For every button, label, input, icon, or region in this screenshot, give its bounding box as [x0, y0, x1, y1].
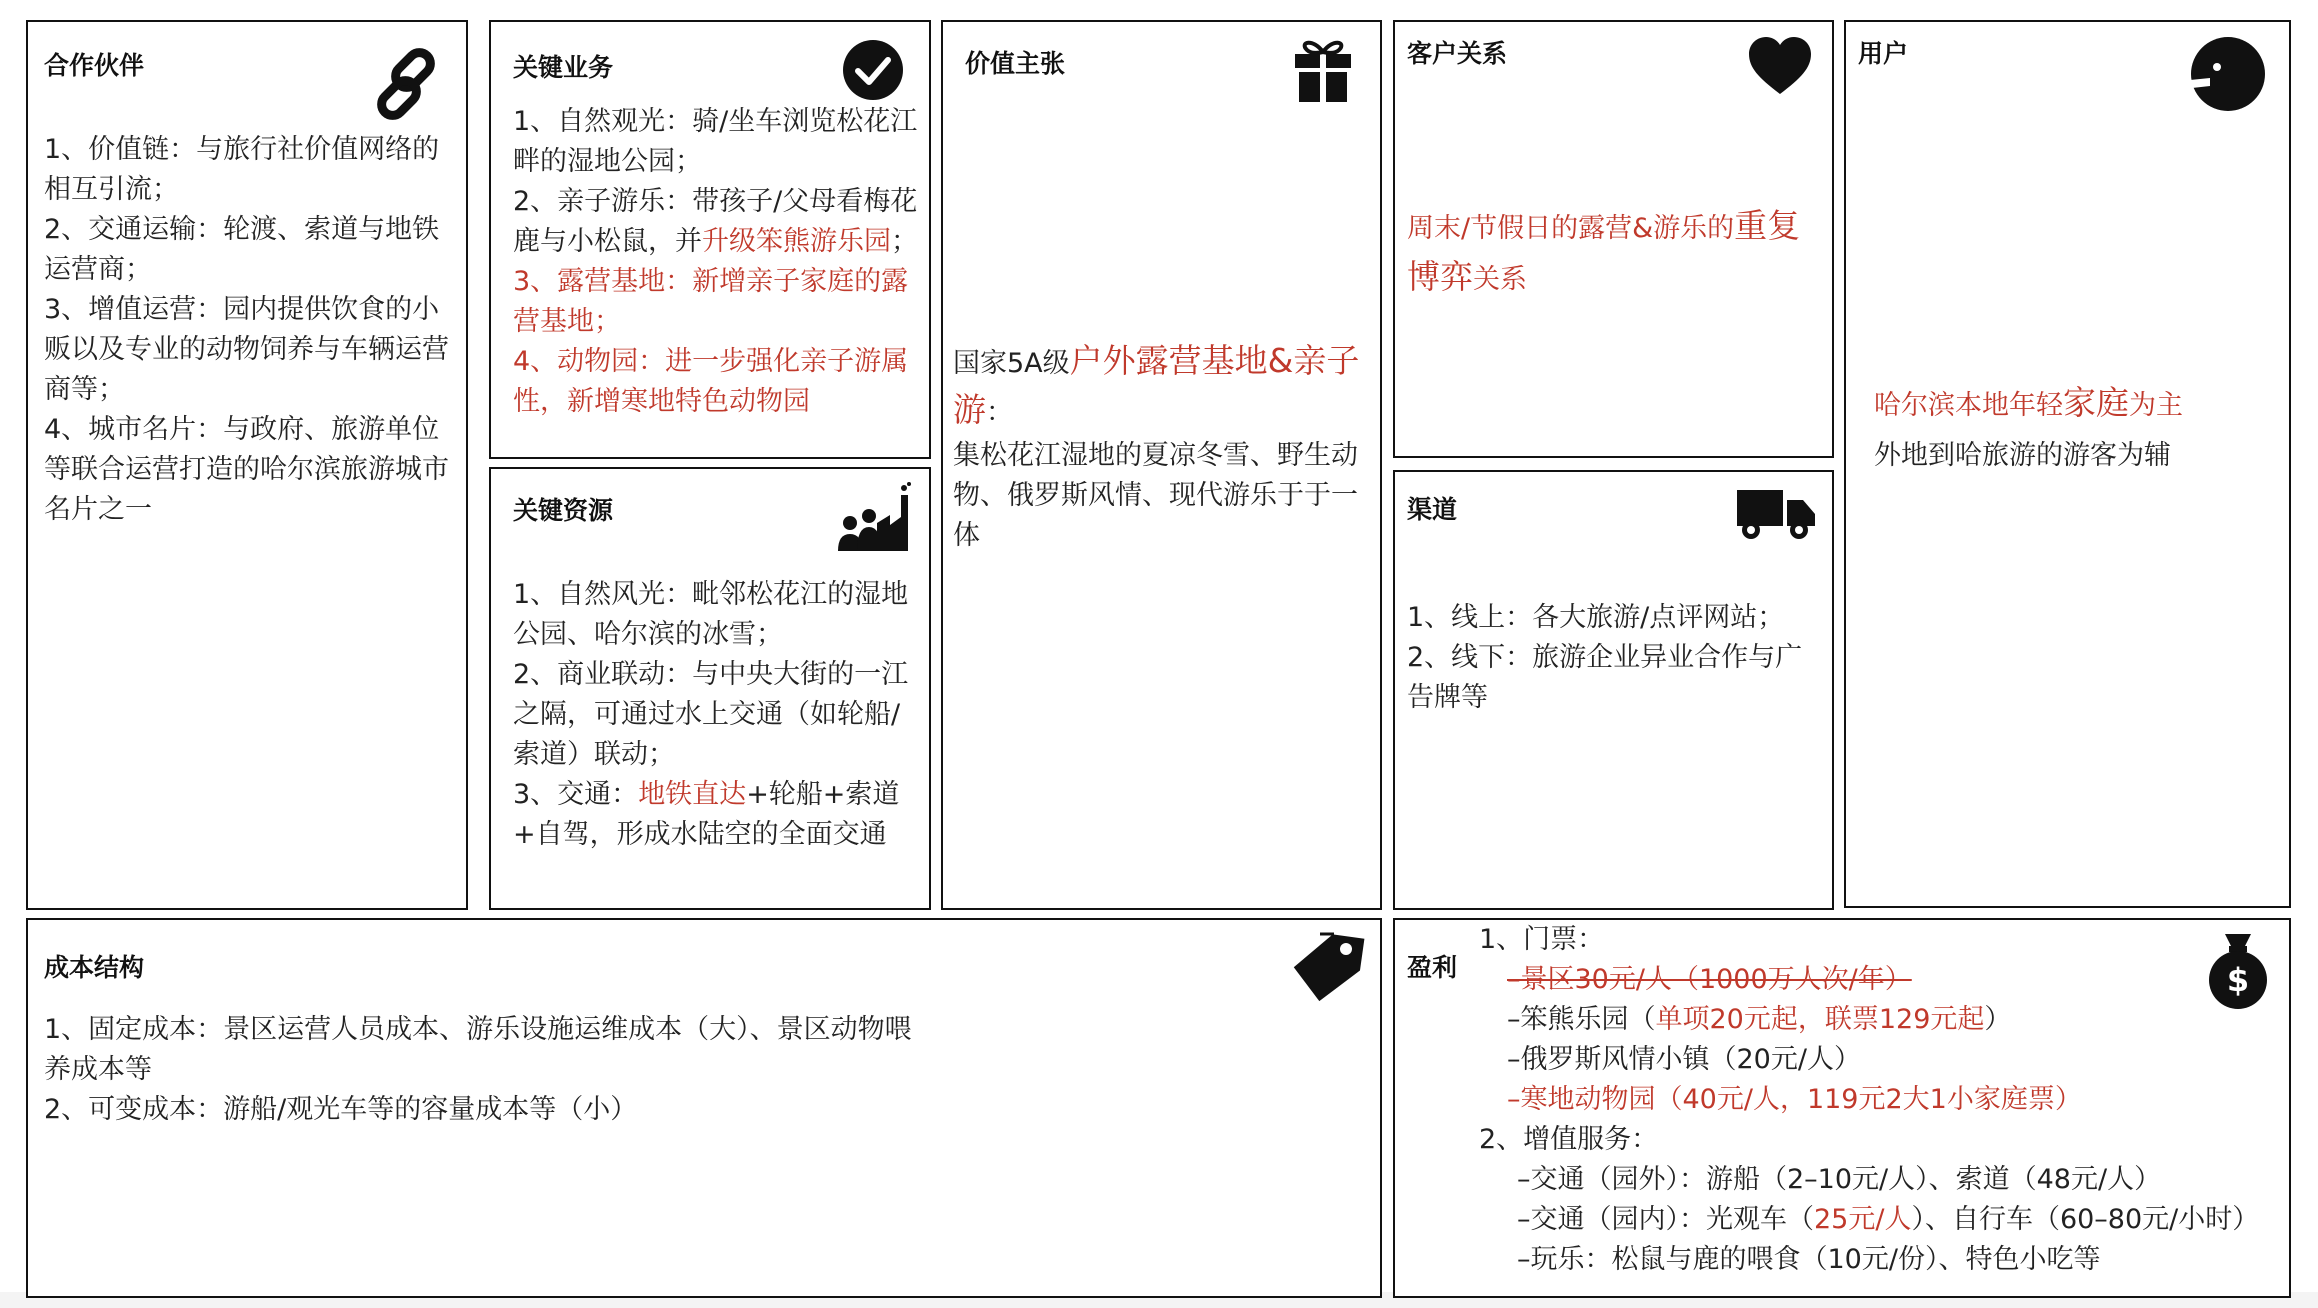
revenue-heading: 2、增值服务：	[1479, 1124, 1659, 1155]
channels-list	[1407, 598, 1827, 718]
resource-item	[513, 775, 925, 855]
revenue-ticket-scenic: –景区30元/人（1000万人次/年）	[1507, 964, 1912, 995]
users-primary-highlight: 家庭	[2063, 383, 2129, 422]
revenue-highlight: 25元/人	[1814, 1204, 1912, 1235]
revenue-service-outside: –交通（园外）：游船（2–10元/人）、索道（48元/人）	[1517, 1164, 2162, 1195]
activity-item-text: ；	[891, 226, 918, 257]
partners-item: 3、增值运营：园内提供饮食的小贩以及专业的动物饲养与车辆运营商等；	[44, 294, 449, 405]
value-lead-text: 国家5A级	[953, 348, 1070, 379]
value-title: 价值主张	[965, 49, 1066, 78]
activity-item: 3、露营基地：新增亲子家庭的露营基地；	[513, 266, 909, 337]
activity-item: 4、动物园：进一步强化亲子游属性，新增寒地特色动物园	[513, 346, 909, 417]
revenue-text: –笨熊乐园（	[1507, 1004, 1656, 1035]
channel-item: 2、线下：旅游企业异业合作与广告牌等	[1407, 642, 1803, 713]
partners-list	[44, 130, 454, 530]
activity-item: 1、自然观光：骑/坐车浏览松花江畔的湿地公园；	[513, 106, 918, 177]
revenue-service-fun: –玩乐：松鼠与鹿的喂食（10元/份）、特色小吃等	[1517, 1244, 2101, 1275]
relations-text-part: 周末/节假日的露营&游乐的	[1407, 213, 1735, 244]
checkmark-circle-icon	[841, 38, 905, 106]
resource-item-text: 3、交通：	[513, 779, 639, 810]
value-lead-highlight: 户外露营基地&亲子游	[953, 341, 1360, 429]
link-icon	[368, 44, 448, 128]
resources-list	[513, 575, 925, 855]
costs-list	[44, 1010, 924, 1130]
revenue-title: 盈利	[1407, 953, 1458, 982]
activity-item	[513, 182, 918, 262]
partners-item: 2、交通运输：轮渡、索道与地铁运营商；	[44, 214, 440, 285]
revenue-text: ）	[1984, 1004, 2012, 1035]
activity-item-highlight: 升级笨熊游乐园	[702, 226, 891, 257]
partners-item: 4、城市名片：与政府、旅游单位等联合运营打造的哈尔滨旅游城市名片之一	[44, 414, 449, 525]
resource-item: 1、自然风光：毗邻松花江的湿地公园、哈尔滨的冰雪；	[513, 579, 909, 650]
relations-text-part: 关系	[1473, 264, 1527, 295]
svg-text:$: $	[2226, 961, 2250, 999]
value-lead-text: ：	[986, 397, 1013, 428]
revenue-text: ）、自行车（60–80元/小时）	[1911, 1204, 2260, 1235]
revenue-heading: 1、门票：	[1479, 924, 1605, 955]
cost-structure-section	[26, 918, 1382, 1298]
key-activities-section	[489, 20, 931, 459]
customer-segments-section	[1844, 20, 2291, 908]
value-lead	[953, 338, 1373, 436]
customer-relationships-section	[1393, 20, 1834, 458]
users-primary-text: 为主	[2129, 390, 2183, 421]
resource-item: 2、商业联动：与中央大街的一江之隔，可通过水上交通（如轮船/索道）联动；	[513, 659, 909, 770]
revenue-ticket-zoo: –寒地动物园（40元/人，119元2大1小家庭票）	[1507, 1084, 2082, 1115]
channels-title: 渠道	[1407, 495, 1458, 524]
users-primary-text: 哈尔滨本地年轻	[1874, 390, 2063, 421]
partners-section	[26, 20, 468, 910]
users-title: 用户	[1858, 39, 1909, 68]
heart-icon	[1747, 36, 1813, 100]
partners-title: 合作伙伴	[44, 51, 145, 80]
revenue-ticket-bear	[1479, 1000, 2279, 1040]
costs-title: 成本结构	[44, 953, 145, 982]
factory-workers-icon	[835, 481, 913, 561]
value-content	[953, 338, 1373, 556]
revenue-streams-section	[1393, 918, 2291, 1298]
gift-icon	[1293, 36, 1353, 108]
resource-item-highlight: 地铁直达	[638, 779, 747, 810]
value-proposition-section	[941, 20, 1382, 910]
price-tag-icon	[1290, 930, 1366, 1010]
activity-item-text: 2、亲子游乐：带孩子/父母看梅花鹿与小松鼠，并	[513, 186, 918, 257]
partners-item: 1、价值链：与旅行社价值网络的相互引流；	[44, 134, 440, 205]
relations-title: 客户关系	[1407, 39, 1508, 68]
channels-section	[1393, 470, 1834, 910]
resource-item-text: +轮船+索道+自驾，形成水陆空的全面交通	[513, 779, 900, 850]
truck-icon	[1735, 486, 1817, 544]
revenue-text: –交通（园内）：光观车（	[1517, 1204, 1814, 1235]
key-resources-section	[489, 467, 931, 910]
users-secondary: 外地到哈旅游的游客为辅	[1874, 440, 2171, 471]
resources-title: 关键资源	[513, 496, 614, 525]
relations-text	[1407, 202, 1827, 304]
revenue-ticket-russian: –俄罗斯风情小镇（20元/人）	[1507, 1044, 1861, 1075]
cost-item: 1、固定成本：景区运营人员成本、游乐设施运维成本（大）、景区动物喂养成本等	[44, 1014, 912, 1085]
revenue-highlight: 单项20元起，联票129元起	[1655, 1004, 1985, 1035]
users-content	[1874, 378, 2284, 481]
revenue-service-inside	[1479, 1200, 2279, 1240]
cost-item: 2、可变成本：游船/观光车等的容量成本等（小）	[44, 1094, 638, 1125]
face-icon	[2188, 34, 2268, 118]
relations-highlight: 重复博弈	[1407, 206, 1801, 296]
activities-title: 关键业务	[513, 53, 614, 82]
value-description: 集松花江湿地的夏凉冬雪、野生动物、俄罗斯风情、现代游乐于于一体	[953, 440, 1358, 551]
users-primary	[1874, 378, 2284, 431]
revenue-content	[1479, 920, 2279, 1280]
activities-list	[513, 102, 918, 422]
channel-item: 1、线上：各大旅游/点评网站；	[1407, 602, 1785, 633]
